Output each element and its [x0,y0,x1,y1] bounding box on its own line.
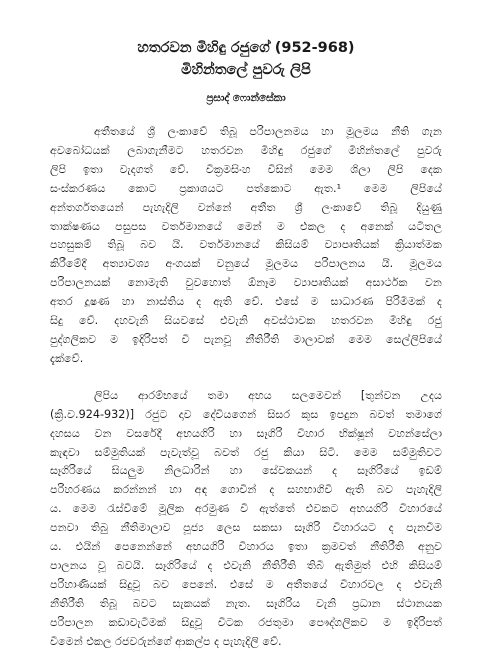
paragraph-line: පරිපාලනයක් නොමැති වුවහොත් ඕනෑම ව්‍යාපෘතියක් අසාර්ථක වන [50,276,442,290]
paragraph-line: පරිහරණය කරන්නන් හා අඳ ගොවින් ද සහභාගිවී ඇති බව පැහැදිලි [50,483,442,497]
paragraph-line: පාලනය වූ බවයි. සෑගිරියේ ද එවැනි නීතිරීති තිබී ඇතිමුත් එහි කිසියම් [50,558,442,572]
article-title-line-2: මිහින්තලේ පුවරු ලිපි [181,62,311,78]
paragraph-line: අතර දූෂණ හා නාස්තිය ද ඇති වේ. එසේ ම සාධාරණ පිරිමීමක් ද [50,295,442,309]
paragraph-line: (ක්‍රි.ව.924-932)] රජුට දාව දේවියගෙන් සිසර කුස ඉපදුන බවත් තමාගේ [50,407,442,421]
paragraph-line: පරිහාණියක් සිදුවූ බව පෙනේ. එසේ ම අතීතයේ විහාරවල ද එවැනි [50,577,442,591]
paragraph-line: සංස්කරණය කොට ප්‍රකාශයට පත්කොට ඇත.¹ මෙම ලිපියේ [50,181,442,195]
paragraph-line: වීමෙන් එකල රජවරුන්ගේ ආකල්ප ද පැහැදිලි වේ. [50,634,282,648]
paragraph-line: කැඳවා සම්මුතියක් පැවැත්වූ බවත් රජු කියා සිටී. මෙම සම්මුතිවට [50,445,442,459]
paragraph-line: ය. එයින් පෙනෙන්නේ අභයගිරි විහාරය ඉතා ක්‍රමවත් නීතිරීති අනුව [50,540,442,554]
paragraph-line: ලිපිය ආරම්භයේ තමා අභය සලමෙවන් [තුන්වන උදය [94,388,442,402]
paragraph-line: පුද්ගලිකව ම ඉදිරිපත් වී පැනවූ නීතිරීති මාලාවක් මෙම සෙල්ලිපියේ [50,332,442,346]
paragraph-line: පහසුකම් තිබූ බව යි. වර්තමානයේ කිසියම් ව්‍යාපෘතියක් ක්‍රියාත්මක [50,238,442,252]
paragraph-line: පනවා තිබු නීතිමාලාව පූජ්‍ය ලෙස සකසා සෑගිරි විහාරයට ද පැනවීම [50,521,442,535]
paragraph-line: පරිපාලන කඩාවැටීමක් සිදුවූ විටක රජතුමා පෞද්ගලිකව ම ඉදිරිපත් [50,615,442,629]
paragraph-line: කිරීමේදී අත්‍යාවශ්‍ය අංගයක් වනුයේ මූලමය පරිපාලනය යි. මූලමය [50,257,442,271]
article-title-line-1: හතරවන මිහිඳු රජුගේ (952-968) [137,40,355,56]
paragraph-line: නීතිරීති තිබූ බවට සැකයක් නැත. සෑගිරිය වැනි ප්‍රධාන ස්ථානයක [50,596,442,610]
body-paragraph-2 [50,387,442,651]
paragraph-line: අවබෝධයක් ලබාගැනීමට හතරවන මිහිඳු රජුගේ මිහින්තලේ පුවරු [50,143,442,157]
paragraph-line: තාක්ෂණය පසුපස වර්තමානයේ මෙන් ම එකල ද අනෙක් යටිතල [50,219,442,233]
paragraph-line: අන්තර්ගතයෙන් පැහැදිලි වන්නේ අතීත ශ්‍රී ලංකාවේ තිබූ දියුණු [50,200,442,214]
paragraph-line: අතීතයේ ශ්‍රී ලංකාවේ තිබූ පරිපාලනමය හා මූලමය නීති ගැන [94,125,442,138]
paragraph-line: දැක්වේ. [50,351,84,365]
body-paragraph-1 [50,123,442,369]
paragraph-line: සිදු වේ. දහවැනි සියවසේ එවැනි අවස්ථාවක හතරවන මිහිඳු රජු [50,314,442,328]
paragraph-line: සෑගිරියේ සියලුම නිලධාරින් හා සේවකයන් ද සෑගිරියේ ඉඩම් [50,464,442,478]
paragraph-line: ය. මෙම රැස්වීමේ මූලික අරමුණ වී ඇත්තේ එවකට අභයගිරි විහාරයේ [50,502,442,516]
paragraph-line: දහසය වන වසරේදී අභයගිරි හා සෑගිරි විහාර භික්ෂූන් වහන්සේලා [50,426,442,440]
author-name: ප්‍රසාද් ෆොන්සේකා [206,92,286,104]
paragraph-line: ලිපි ඉතා වැදගත් වේ. වික්‍රමසිංහ විසින් මෙම ශිලා ලිපි දෙක [50,162,442,176]
